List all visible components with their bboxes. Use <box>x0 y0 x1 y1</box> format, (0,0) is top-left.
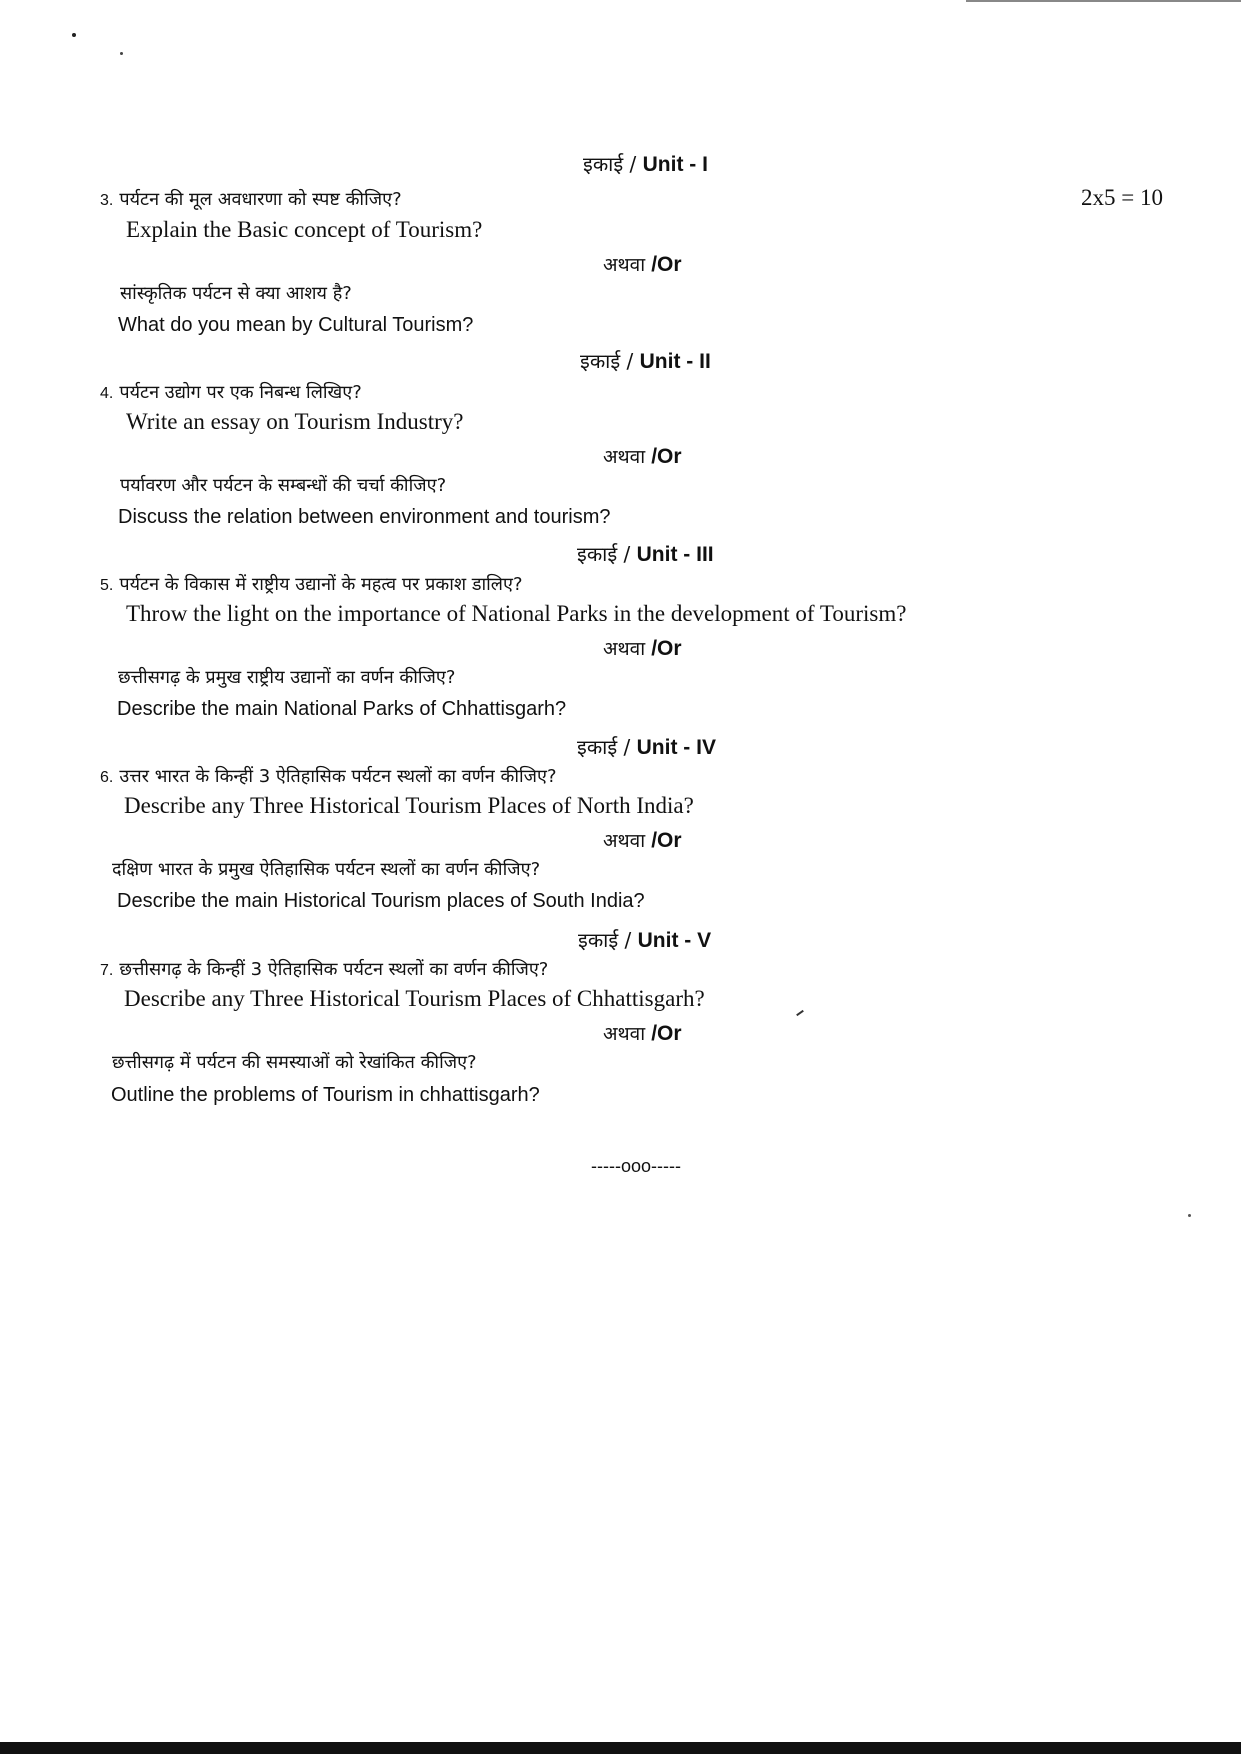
question-english: Explain the Basic concept of Tourism? <box>126 217 483 242</box>
unit-heading-2 <box>580 347 711 374</box>
or-hindi: अथवा <box>603 446 646 468</box>
unit-heading-1 <box>583 150 708 177</box>
unit-heading-3 <box>577 540 714 567</box>
question-hindi <box>100 187 402 211</box>
question-hindi <box>100 572 523 596</box>
question-english: Describe any Three Historical Tourism Places of Chhattisgarh? <box>124 986 705 1011</box>
scan-speck <box>796 1010 804 1016</box>
question-number: 3. <box>100 192 114 209</box>
alt-question-english: Describe the main Historical Tourism places of South India? <box>117 890 645 912</box>
unit-english-label: Unit - IV <box>636 736 716 759</box>
or-separator <box>603 443 682 469</box>
or-hindi: अथवा <box>603 1023 646 1045</box>
unit-hindi-label: इकाई / <box>580 349 634 373</box>
alt-question-hindi: पर्यावरण और पर्यटन के सम्बन्धों की चर्चा कीजिए? <box>120 475 447 496</box>
question-hindi <box>100 380 362 404</box>
or-separator <box>603 827 682 853</box>
question-hindi <box>100 764 557 788</box>
end-of-paper-mark: -----ooo----- <box>591 1156 681 1176</box>
or-separator <box>603 1020 682 1046</box>
question-english: Write an essay on Tourism Industry? <box>126 409 464 434</box>
scan-speck <box>72 33 76 37</box>
alt-question-hindi: छत्तीसगढ़ के प्रमुख राष्ट्रीय उद्यानों का वर्णन कीजिए? <box>118 667 456 688</box>
scan-speck <box>1188 1214 1191 1217</box>
question-hindi-text: छत्तीसगढ़ के किन्हीं 3 ऐतिहासिक पर्यटन स्थलों का वर्णन कीजिए? <box>119 959 549 980</box>
alt-question-english: Outline the problems of Tourism in chhattisgarh? <box>111 1084 540 1106</box>
unit-heading-5 <box>578 926 711 953</box>
or-hindi: अथवा <box>603 638 646 660</box>
or-english: /Or <box>651 253 682 276</box>
scan-bottom-edge <box>0 1742 1241 1754</box>
or-separator <box>603 635 682 661</box>
unit-hindi-label: इकाई / <box>583 152 637 176</box>
or-separator <box>603 251 682 277</box>
alt-question-english: Describe the main National Parks of Chhattisgarh? <box>117 698 567 720</box>
alt-question-english: What do you mean by Cultural Tourism? <box>118 314 474 336</box>
question-english: Throw the light on the importance of National Parks in the development of Tourism? <box>126 601 907 626</box>
scan-speck <box>120 52 123 55</box>
or-english: /Or <box>651 829 682 852</box>
alt-question-hindi: सांस्कृतिक पर्यटन से क्या आशय है? <box>120 283 352 304</box>
unit-hindi-label: इकाई / <box>577 542 631 566</box>
marks-allocation: 2x5 = 10 <box>1081 185 1163 210</box>
question-number: 5. <box>100 577 114 594</box>
alt-question-hindi: दक्षिण भारत के प्रमुख ऐतिहासिक पर्यटन स्थलों का वर्णन कीजिए? <box>112 859 541 880</box>
unit-english-label: Unit - II <box>639 350 711 373</box>
or-english: /Or <box>651 445 682 468</box>
unit-hindi-label: इकाई / <box>577 735 631 759</box>
question-hindi-text: उत्तर भारत के किन्हीं 3 ऐतिहासिक पर्यटन स्थलों का वर्णन कीजिए? <box>119 766 557 787</box>
or-english: /Or <box>651 1022 682 1045</box>
or-english: /Or <box>651 637 682 660</box>
unit-heading-4 <box>577 733 716 760</box>
scan-edge-line <box>966 0 1241 2</box>
question-hindi-text: पर्यटन की मूल अवधारणा को स्पष्ट कीजिए? <box>119 189 402 210</box>
unit-english-label: Unit - I <box>642 153 708 176</box>
question-hindi <box>100 957 548 981</box>
alt-question-english: Discuss the relation between environment and tourism? <box>118 506 611 528</box>
unit-english-label: Unit - III <box>636 543 714 566</box>
question-hindi-text: पर्यटन उद्योग पर एक निबन्ध लिखिए? <box>119 382 362 403</box>
question-number: 7. <box>100 962 114 979</box>
alt-question-hindi: छत्तीसगढ़ में पर्यटन की समस्याओं को रेखांकित कीजिए? <box>112 1052 477 1073</box>
question-number: 6. <box>100 769 114 786</box>
unit-hindi-label: इकाई / <box>578 928 632 952</box>
or-hindi: अथवा <box>603 830 646 852</box>
or-hindi: अथवा <box>603 254 646 276</box>
question-number: 4. <box>100 385 114 402</box>
question-hindi-text: पर्यटन के विकास में राष्ट्रीय उद्यानों के महत्व पर प्रकाश डालिए? <box>119 574 523 595</box>
question-english: Describe any Three Historical Tourism Places of North India? <box>124 793 694 818</box>
unit-english-label: Unit - V <box>637 929 712 952</box>
